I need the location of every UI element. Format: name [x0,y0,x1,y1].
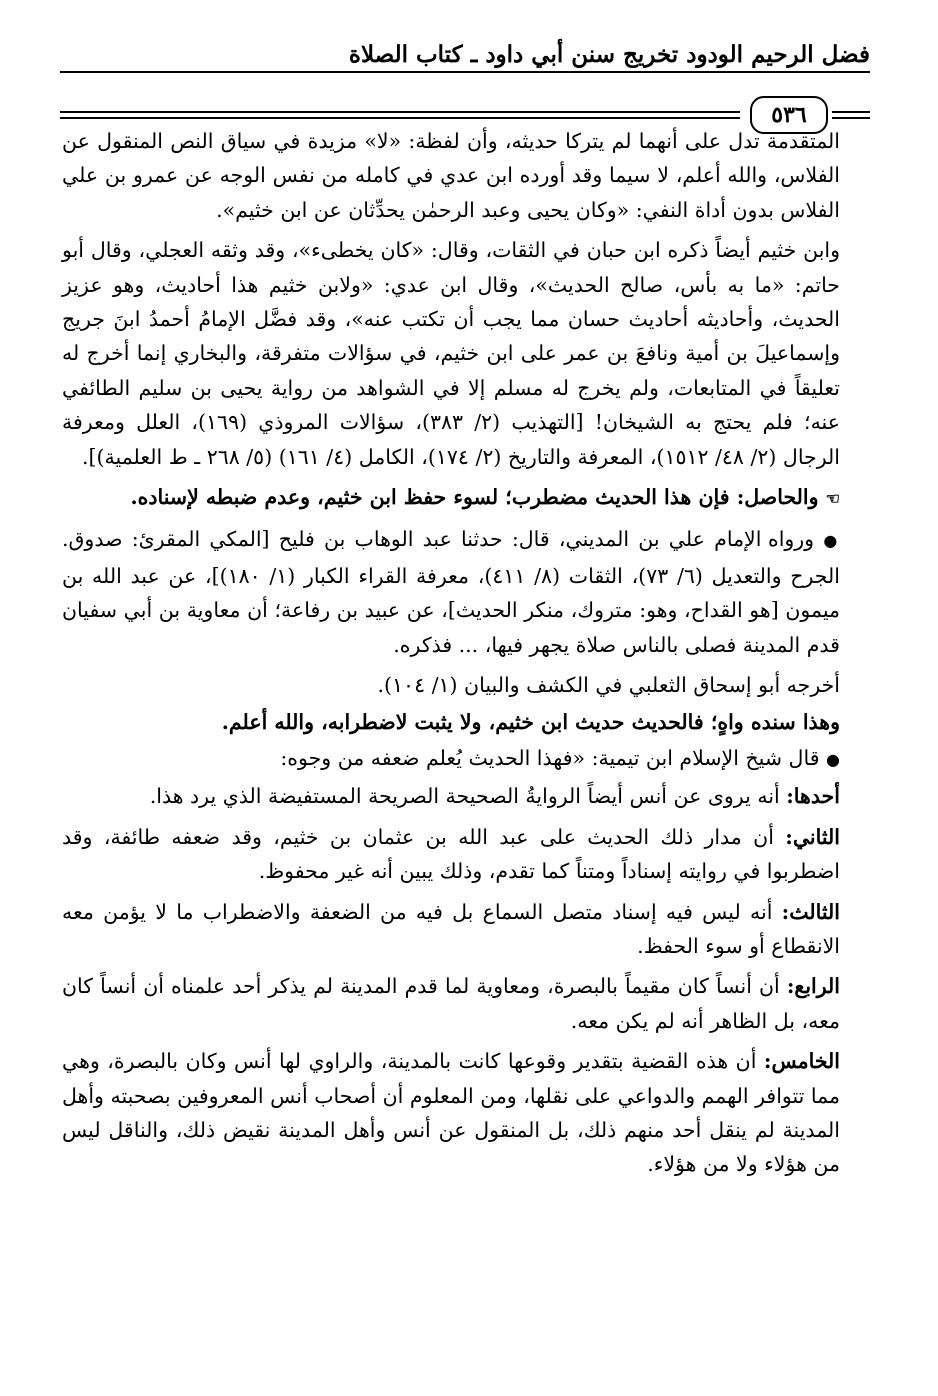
header-rule [60,111,740,113]
paragraph-text: والحاصل: فإن هذا الحديث مضطرب؛ لسوء حفظ ابن خثيم، وعدم ضبطه لإسناده. [130,485,819,510]
paragraph-lead: وهذا سنده واهٍ؛ [710,709,840,734]
paragraph [62,668,840,702]
running-title: فضل الرحيم الودود تخريج سنن أبي داود ـ كتاب الصلاة [348,41,870,68]
paragraph-lead: الثاني: [785,824,840,849]
paragraph [62,820,840,889]
paragraph-lead: الخامس: [763,1049,840,1074]
paragraph-text: قال شيخ الإسلام ابن تيمية: «فهذا الحديث يُعلم ضعفه من وجوه: [280,745,820,770]
paragraph [62,779,840,813]
paragraph [62,233,840,474]
paragraph-lead: الثالث: [781,899,840,924]
page-header [60,38,870,128]
header-rule [832,111,870,113]
header-rule [832,117,870,119]
paragraph-text: وابن خثيم أيضاً ذكره ابن حبان في الثقات، وقال: «كان يخطىء»، وقد وثقه العجلي، وقال أبو حاتم: «ما به بأس، صالح الحديث»، وقال ابن عدي: «ولابن خثيم هذا أحاديث، وهو عزيز الحديث، وأحاديثه أحاديث حسان مما يجب أن تكتب عنه»، وقد فضَّل الإمامُ أحمدُ ابنَ جريج وإسماعيلَ بن أمية ونافعَ بن عمر على ابن خثيم، في سؤالات متفرقة، والبخاري إنما أخرج له تعليقاً في المتابعات، ولم يخرج له مسلم إلا في الشواهد من رواية يحيى بن سليم الطائفي عنه؛ فلم يحتج به الشيخان! [التهذيب (٢/ ٣٨٣)، سؤالات المروذي (١٦٩)، العلل ومعرفة الرجال (٢/ ٤٨/ ١٥١٢)، المعرفة والتاريخ (٢/ ١٧٤)، الكامل (٤/ ١٦١) (٥/ ٢٦٨ ـ ط العلمية)]. [62,238,840,469]
paragraph-text: أن مدار ذلك الحديث على عبد الله بن عثمان بن خثيم، وقد ضعفه طائفة، وقد اضطربوا في روايته إسناداً ومتناً كما تقدم، وذلك يبين أنه غير محفوظ. [62,824,840,884]
conclusion-paragraph [62,480,840,516]
paragraph-text: أن أنساً كان مقيماً بالبصرة، ومعاوية لما قدم المدينة لم يذكر أحد علمناه أن أنساً كان معه، بل الظاهر أنه لم يكن معه. [62,974,840,1033]
paragraph-lead: الرابع: [786,974,840,999]
paragraph [62,522,840,662]
header-rule [60,71,870,73]
paragraph [62,1044,840,1182]
paragraph-lead: أحدها: [786,784,840,809]
header-rule [60,117,740,119]
paragraph-text: المتقدمة تدل على أنهما لم يتركا حديثه، وأن لفظة: «لا» مزيدة في سياق النص المنقول عن الفلاس، والله أعلم، لا سيما وقد أورده ابن عدي في كامله من نفس الوجه عن عمرو بن علي الفلاس بدون أداة النفي: «وكان يحيى وعبد الرحمٰن يحدِّثان عن ابن خثيم». [62,129,840,222]
paragraph-text: أنه يروى عن أنس أيضاً الروايةُ الصحيحة الصريحة المستفيضة الذي يرد هذا. [149,784,787,809]
bullet-icon: ● [823,531,840,551]
paragraph-text: أن هذه القضية بتقدير وقوعها كانت بالمدينة، والراوي لها أنس وكان بالبصرة، وهي مما تتوافر الهمم والدواعي على نقلها، ومن المعلوم أن أصحاب أنس المعروفين بصحبته وأهل المدينة لم ينقل أحد منهم ذلك، بل المنقول عن أنس وأهل المدينة نقيض ذلك، والناقل ليس من هؤلاء ولا من هؤلاء. [62,1049,840,1177]
paragraph-text: أنه ليس فيه إسناد متصل السماع بل فيه من الضعفة والاضطراب ما لا يؤمن معه الانقطاع أو سوء الحفظ. [62,899,840,958]
paragraph [62,124,840,227]
paragraph [62,969,840,1038]
page-number: ٥٣٦ [750,96,828,134]
main-text [62,124,840,1188]
bullet-icon: ● [826,749,840,769]
paragraph-text: ورواه الإمام علي بن المديني، قال: حدثنا عبد الوهاب بن فليح [المكي المقرئ: صدوق. الجرح والتعديل (٦/ ٧٣)، الثقات (٨/ ٤١١)، معرفة القراء الكبار (١/ ١٨٠)]، عن عبد الله بن ميمون [هو القداح، وهو: متروك، منكر الحديث]، عن عبيد بن رفاعة؛ أن معاوية بن أبي سفيان قدم المدينة فصلى بالناس صلاة يجهر فيها، ... فذكره. [62,527,840,657]
paragraph-text: فالحديث حديث ابن خثيم، ولا يثبت لاضطرابه، والله أعلم. [221,709,711,734]
pointing-hand-icon: ☜ [825,489,840,509]
paragraph [62,741,840,777]
paragraph [62,895,840,964]
paragraph [62,705,840,739]
paragraph-text: أخرجه أبو إسحاق الثعلبي في الكشف والبيان (١/ ١٠٤). [377,673,840,698]
